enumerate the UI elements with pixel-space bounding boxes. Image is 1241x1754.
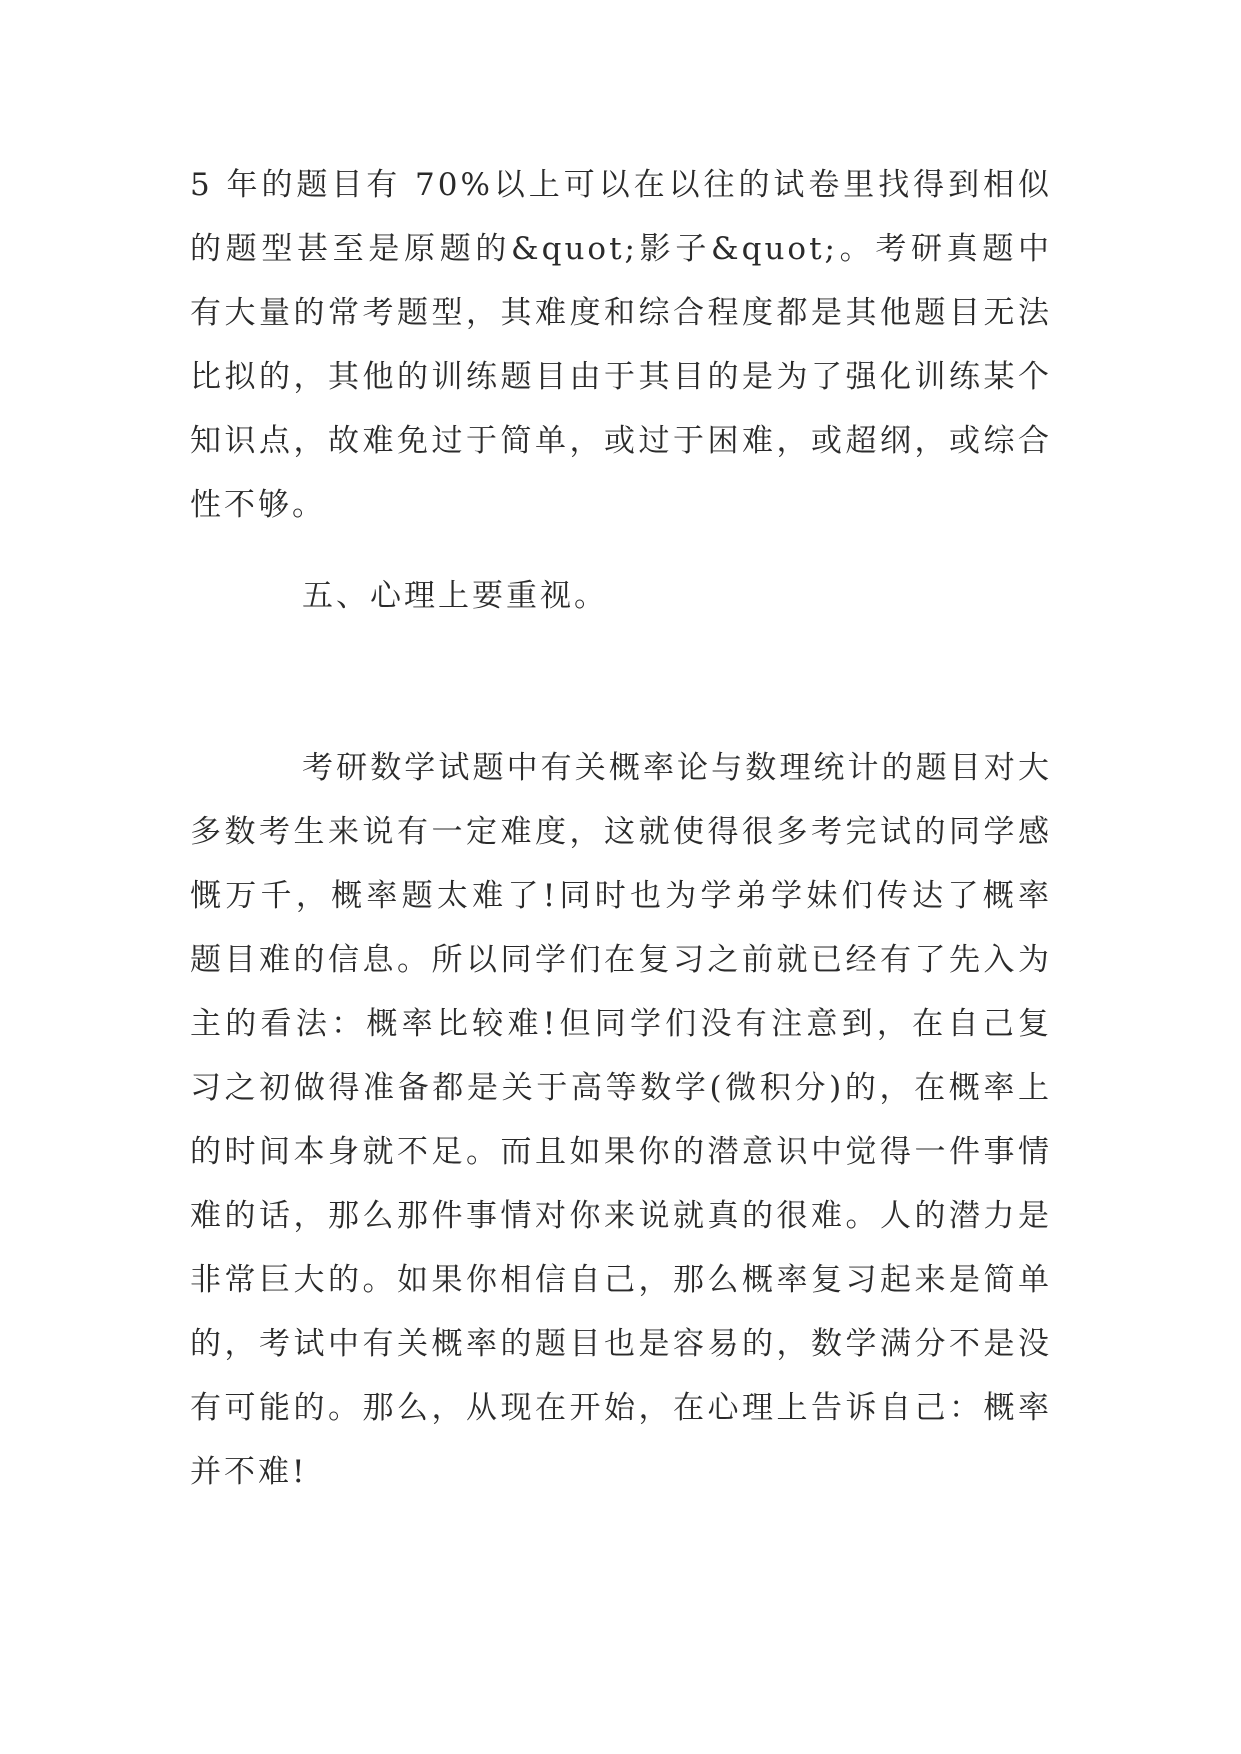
paragraph-exam-question-types: 5 年的题目有 70%以上可以在以往的试卷里找得到相似的题型甚至是原题的&quot;影子&quot;。考研真题中有大量的常考题型，其难度和综合程度都是其他题目无法比拟的，其他的训练题目由于其目的是为了强化训练某个知识点，故难免过于简单，或过于困难，或超纲，或综合性不够。 — [190, 167, 1052, 523]
section-heading-psychology: 五、心理上要重视。 — [302, 578, 608, 614]
paragraph-probability-mindset: 考研数学试题中有关概率论与数理统计的题目对大多数考生来说有一定难度，这就使得很多考完试的同学感慨万千，概率题太难了!同时也为学弟学妹们传达了概率题目难的信息。所以同学们在复习之前就已经有了先入为主的看法：概率比较难!但同学们没有注意到，在自己复习之初做得准备都是关于高等数学(微积分)的，在概率上的时间本身就不足。而且如果你的潜意识中觉得一件事情难的话，那么那件事情对你来说就真的很难。人的潜力是非常巨大的。如果你相信自己，那么概率复习起来是简单的，考试中有关概率的题目也是容易的，数学满分不是没有可能的。那么，从现在开始，在心理上告诉自己：概率并不难! — [190, 750, 1052, 1490]
